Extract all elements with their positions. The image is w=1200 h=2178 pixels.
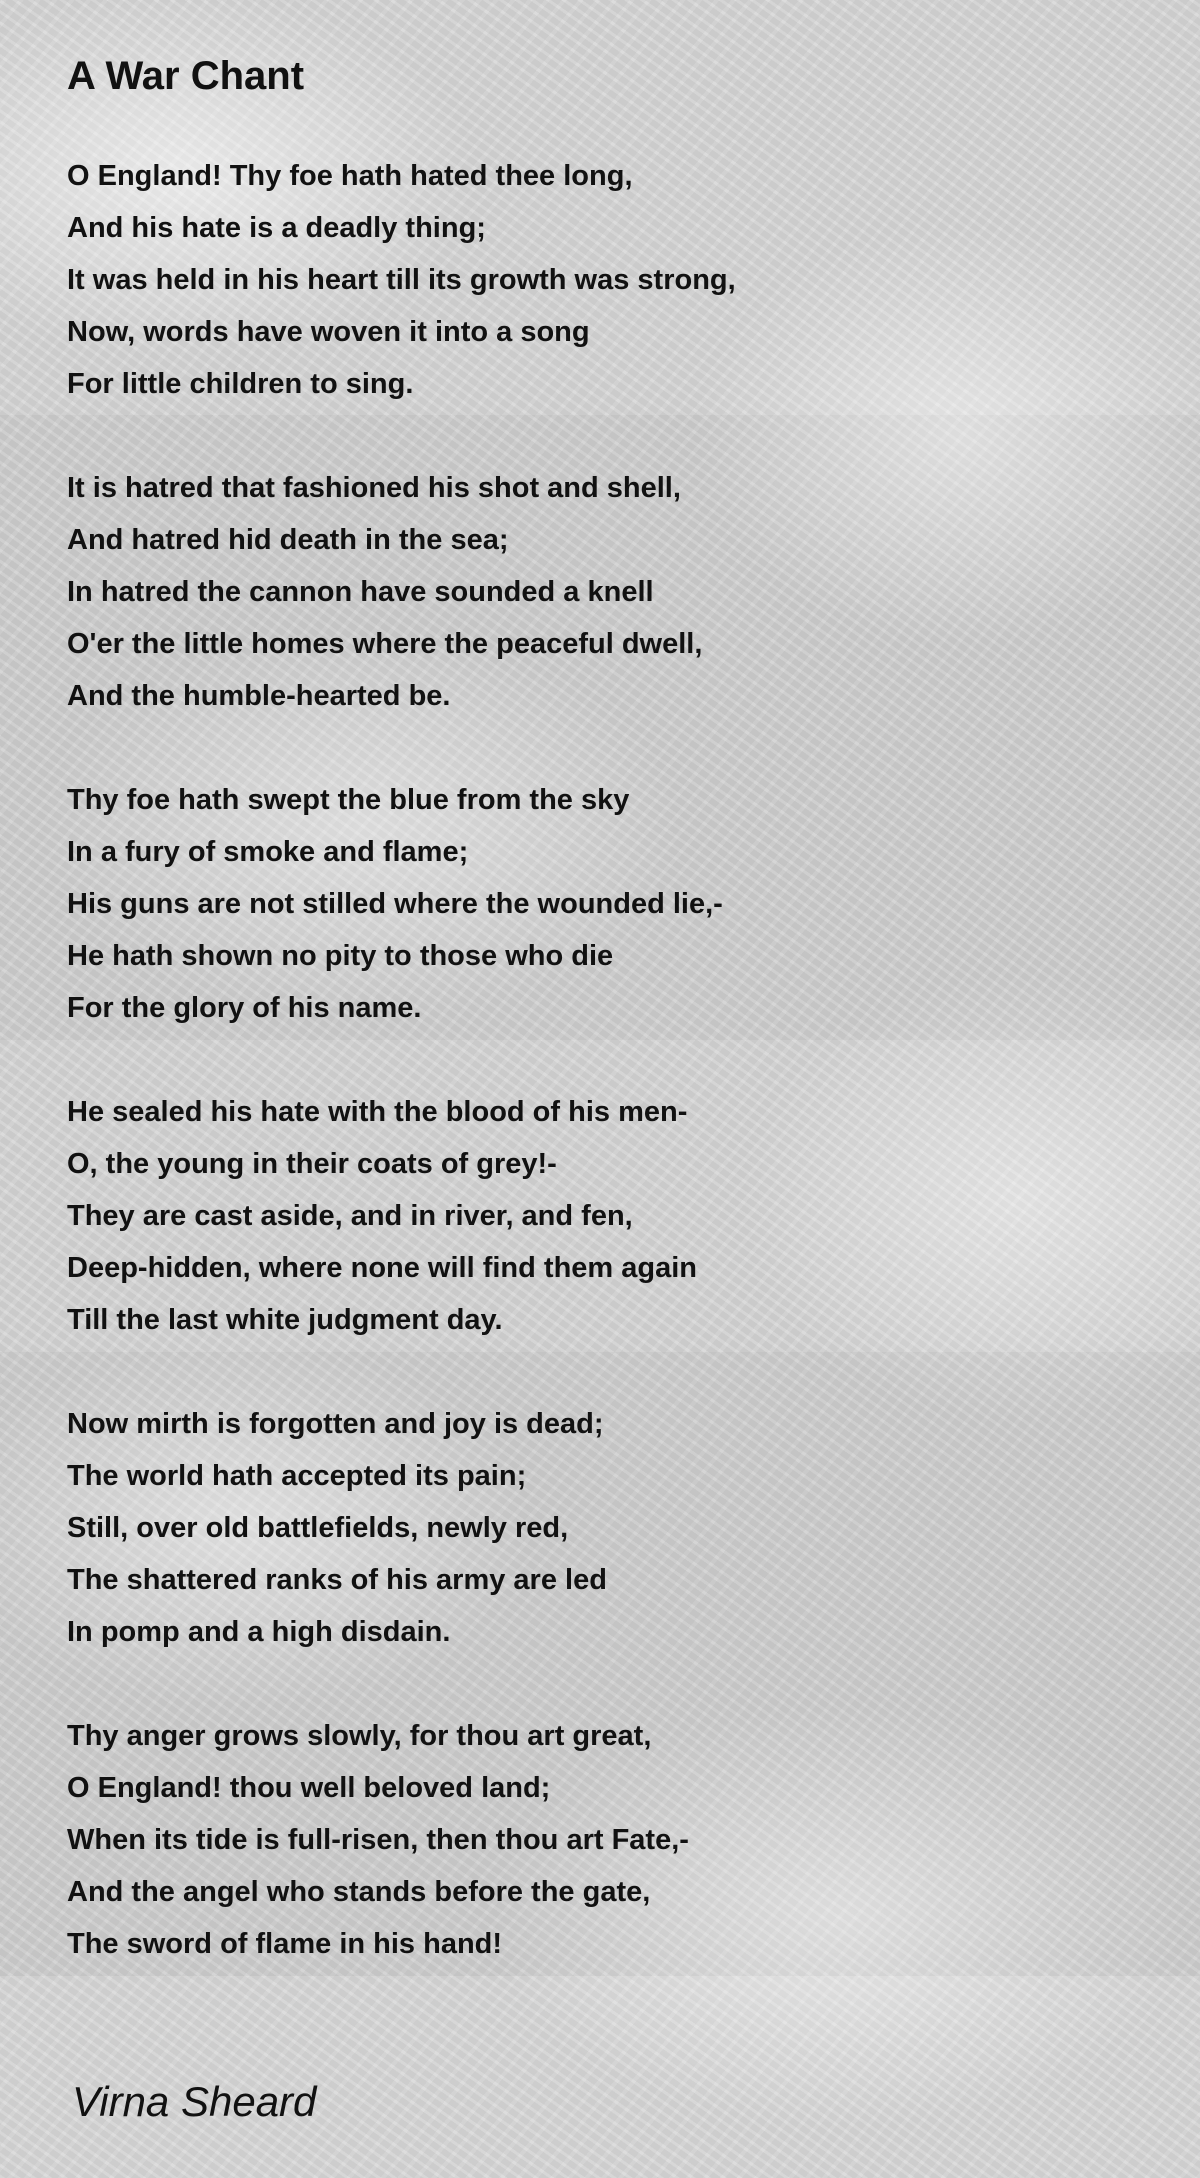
poem-line: And the humble-hearted be. bbox=[67, 680, 451, 712]
poem-line: O'er the little homes where the peaceful dwell, bbox=[67, 628, 703, 660]
poem-line: For little children to sing. bbox=[67, 368, 414, 400]
stanza bbox=[67, 1398, 736, 1658]
poem-line: The world hath accepted its pain; bbox=[67, 1460, 527, 1492]
poem-line: The sword of flame in his hand! bbox=[67, 1928, 503, 1960]
poem-line: He hath shown no pity to those who die bbox=[67, 940, 614, 972]
poem-line: The shattered ranks of his army are led bbox=[67, 1564, 607, 1596]
poem-line: Now mirth is forgotten and joy is dead; bbox=[67, 1408, 604, 1440]
poem-line: O, the young in their coats of grey!- bbox=[67, 1148, 557, 1180]
stanza bbox=[67, 150, 736, 410]
poem-author: Virna Sheard bbox=[72, 2078, 317, 2125]
poem-line: It was held in his heart till its growth was strong, bbox=[67, 264, 736, 296]
poem-line: Now, words have woven it into a song bbox=[67, 316, 590, 348]
poem-line: For the glory of his name. bbox=[67, 992, 422, 1024]
poem-line: Thy anger grows slowly, for thou art great, bbox=[67, 1720, 652, 1752]
stanza bbox=[67, 1086, 736, 1346]
poem-line: They are cast aside, and in river, and fen, bbox=[67, 1200, 633, 1232]
poem-line: And his hate is a deadly thing; bbox=[67, 212, 486, 244]
poem-line: His guns are not stilled where the wounded lie,- bbox=[67, 888, 723, 920]
poem-line: Till the last white judgment day. bbox=[67, 1304, 503, 1336]
poem-line: O England! thou well beloved land; bbox=[67, 1772, 551, 1804]
poem-line: Still, over old battlefields, newly red, bbox=[67, 1512, 569, 1544]
poem-line: He sealed his hate with the blood of his men- bbox=[67, 1096, 688, 1128]
poem-body bbox=[67, 150, 736, 2022]
poem-line: In pomp and a high disdain. bbox=[67, 1616, 451, 1648]
poem-line: When its tide is full-risen, then thou art Fate,- bbox=[67, 1824, 689, 1856]
poem-line: In hatred the cannon have sounded a knell bbox=[67, 576, 654, 608]
poem-line: O England! Thy foe hath hated thee long, bbox=[67, 160, 633, 192]
stanza bbox=[67, 774, 736, 1034]
poem-line: It is hatred that fashioned his shot and shell, bbox=[67, 472, 681, 504]
poem-line: Deep-hidden, where none will find them again bbox=[67, 1252, 697, 1284]
poem-line: In a fury of smoke and flame; bbox=[67, 836, 469, 868]
poem-title: A War Chant bbox=[67, 54, 305, 98]
stanza bbox=[67, 462, 736, 722]
poem-line: Thy foe hath swept the blue from the sky bbox=[67, 784, 630, 816]
stanza bbox=[67, 1710, 736, 1970]
poem-line: And the angel who stands before the gate, bbox=[67, 1876, 651, 1908]
poem-line: And hatred hid death in the sea; bbox=[67, 524, 509, 556]
